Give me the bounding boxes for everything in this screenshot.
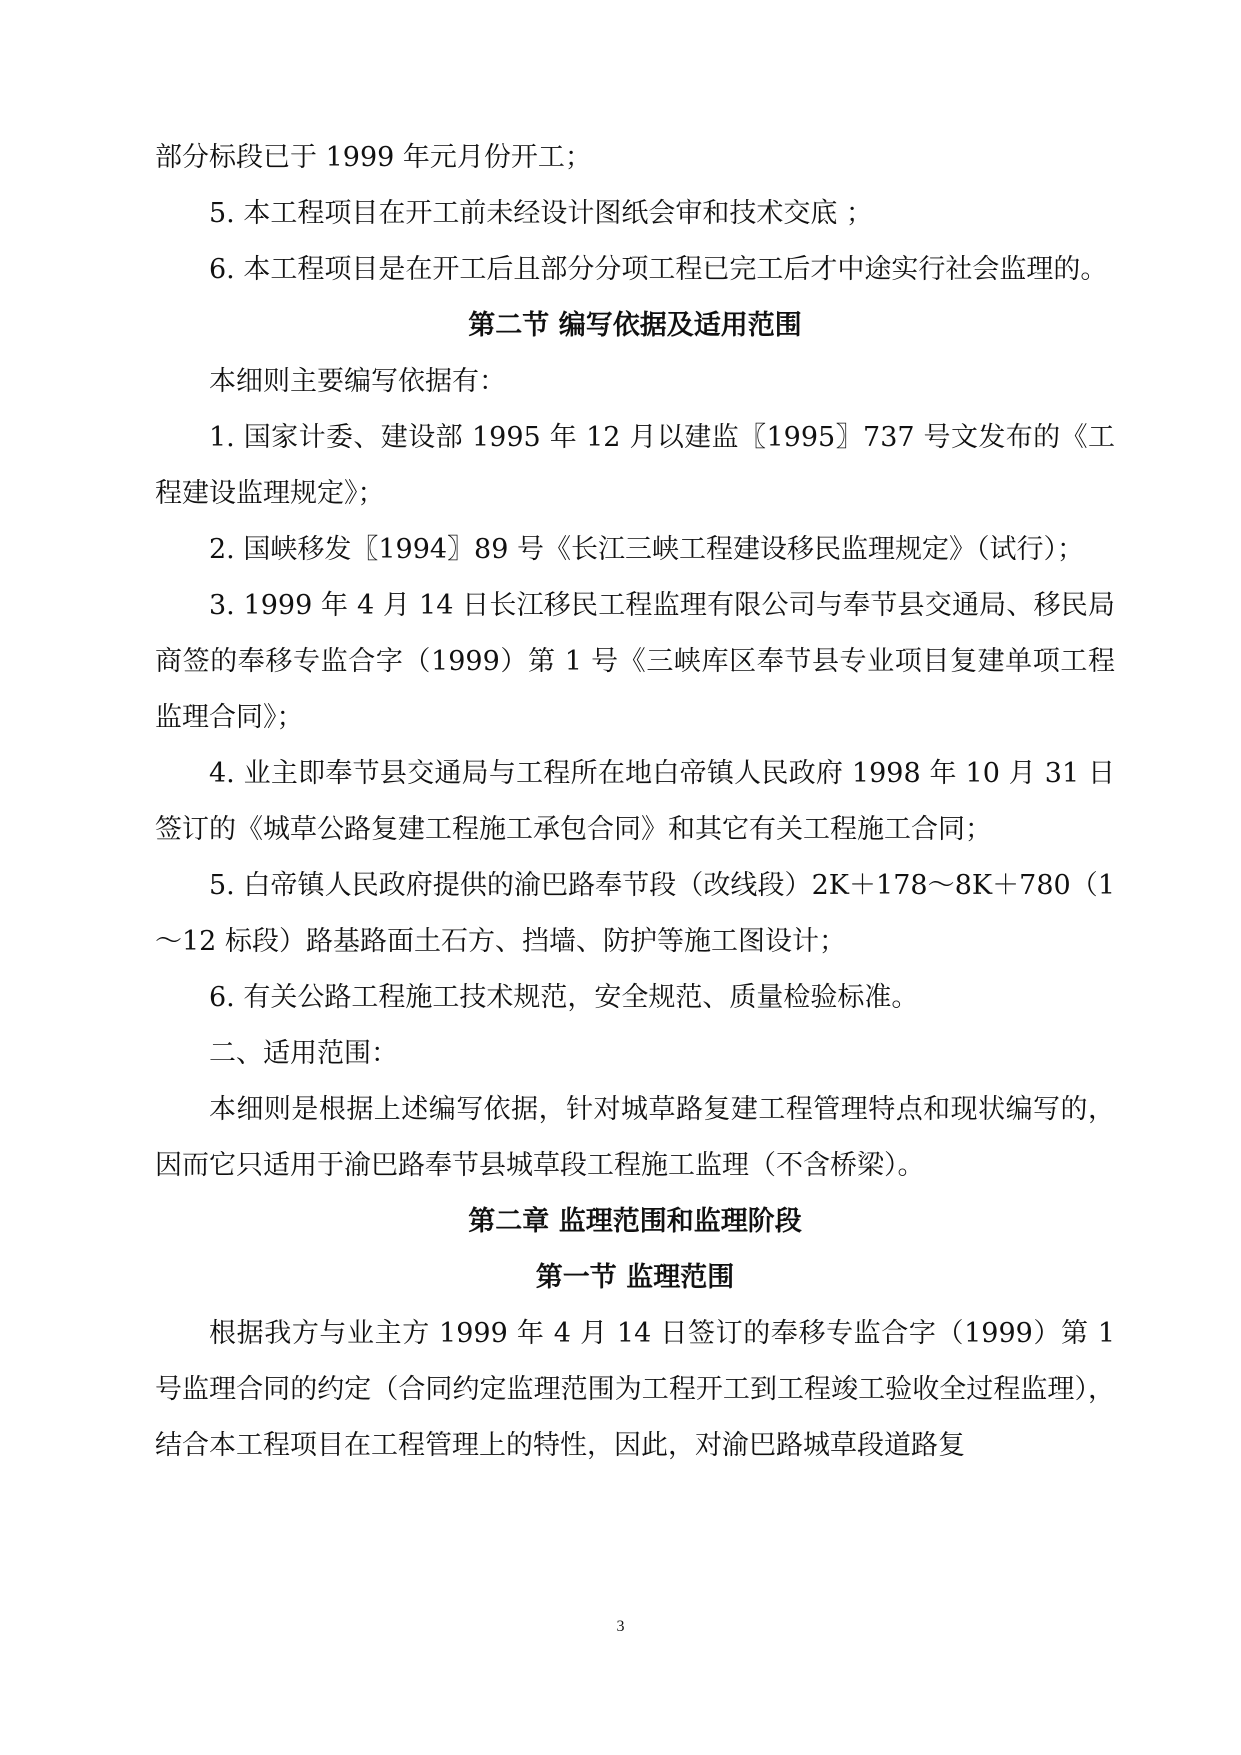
paragraph-basis-4: 4. 业主即奉节县交通局与工程所在地白帝镇人民政府 1998 年 10 月 31 日签订的《城草公路复建工程施工承包合同》和其它有关工程施工合同； [155, 758, 1115, 845]
section-heading-2: 第二节 编写依据及适用范围 [468, 310, 802, 341]
paragraph-basis-1: 1. 国家计委、建设部 1995 年 12 月以建监〖1995〗737 号文发布的《工程建设监理规定》； [155, 422, 1115, 509]
chapter-heading-2: 第二章 监理范围和监理阶段 [468, 1206, 802, 1237]
paragraph-basis-2: 2. 国峡移发〖1994〗89 号《长江三峡工程建设移民监理规定》（试行）； [209, 534, 1084, 565]
section-heading-1: 第一节 监理范围 [535, 1262, 735, 1293]
paragraph-item-5: 5. 本工程项目在开工前未经设计图纸会审和技术交底 ； [209, 198, 873, 229]
document-body [155, 130, 1115, 1474]
paragraph-basis-3: 3. 1999 年 4 月 14 日长江移民工程监理有限公司与奉节县交通局、移民局商签的奉移专监合字（1999）第 1 号《三峡库区奉节县专业项目复建单项工程监理合同》； [155, 590, 1115, 733]
paragraph-scope-heading: 二、适用范围： [209, 1038, 398, 1069]
paragraph-basis-6: 6. 有关公路工程施工技术规范，安全规范、质量检验标准。 [209, 982, 919, 1013]
paragraph-continued: 部分标段已于 1999 年元月份开工； [155, 142, 592, 173]
paragraph-scope: 本细则是根据上述编写依据，针对城草路复建工程管理特点和现状编写的，因而它只适用于渝巴路奉节县城草段工程施工监理（不含桥梁）。 [155, 1094, 1115, 1181]
paragraph-basis-5: 5. 白帝镇人民政府提供的渝巴路奉节段（改线段）2K＋178～8K＋780（1～12 标段）路基路面土石方、挡墙、防护等施工图设计； [155, 870, 1115, 957]
paragraph-basis-intro: 本细则主要编写依据有： [209, 366, 506, 397]
paragraph-item-6: 6. 本工程项目是在开工后且部分分项工程已完工后才中途实行社会监理的。 [209, 254, 1108, 285]
page-number: 3 [616, 1618, 625, 1635]
paragraph-supervision-scope: 根据我方与业主方 1999 年 4 月 14 日签订的奉移专监合字（1999）第 1 号监理合同的约定（合同约定监理范围为工程开工到工程竣工验收全过程监理），结合本工程项目在工程管理上的特性，因此，对渝巴路城草段道路复 [155, 1318, 1115, 1461]
